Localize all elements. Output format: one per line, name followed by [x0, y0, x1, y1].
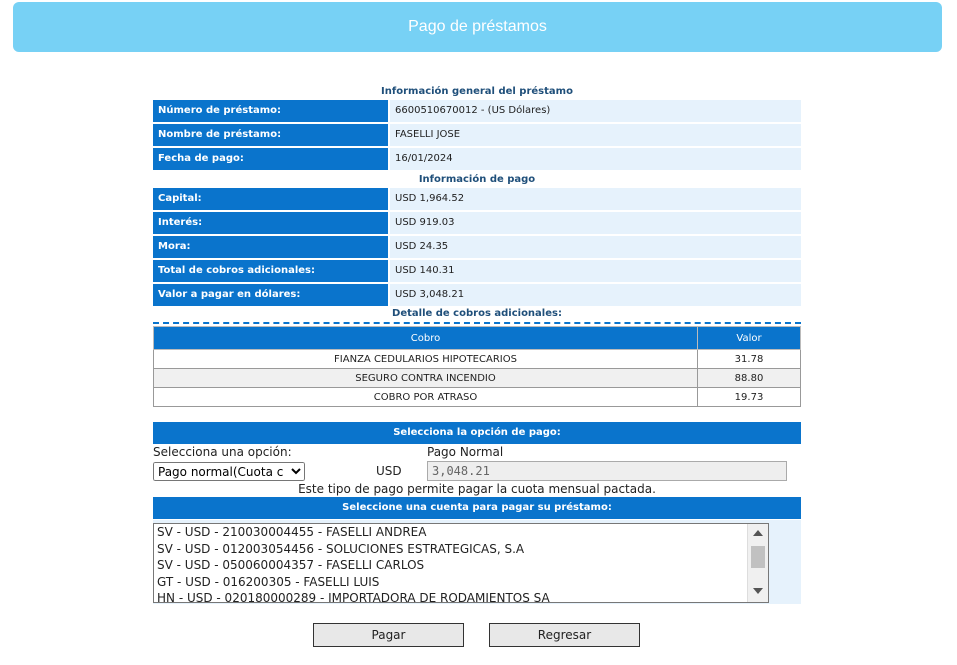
late-fee-row	[153, 236, 801, 258]
payment-option-select[interactable]	[153, 462, 305, 481]
payment-date-label: Fecha de pago:	[153, 148, 388, 170]
loan-name-row	[153, 124, 801, 146]
scroll-down-icon[interactable]	[753, 588, 763, 594]
account-listbox[interactable]	[153, 523, 769, 603]
charge-name: COBRO POR ATRASO	[154, 388, 698, 407]
charge-value: 88.80	[698, 369, 801, 388]
table-row	[154, 369, 801, 388]
table-row	[154, 388, 801, 407]
charges-table	[153, 326, 801, 407]
list-item[interactable]: SV - USD - 012003054456 - SOLUCIONES ESTRATEGICAS, S.A	[157, 541, 525, 556]
charge-name: FIANZA CEDULARIOS HIPOTECARIOS	[154, 350, 698, 369]
dashed-divider	[153, 322, 801, 324]
pay-button[interactable]: Pagar	[313, 623, 464, 647]
list-item[interactable]: SV - USD - 050060004357 - FASELLI CARLOS	[157, 558, 425, 572]
loan-details	[153, 86, 801, 407]
capital-value: USD 1,964.52	[390, 188, 801, 210]
capital-row	[153, 188, 801, 210]
late-fee-value: USD 24.35	[390, 236, 801, 258]
table-row	[154, 350, 801, 369]
charge-name: SEGURO CONTRA INCENDIO	[154, 369, 698, 388]
list-item[interactable]: HN - USD - 020180000289 - IMPORTADORA DE RODAMIENTOS SA	[157, 591, 550, 603]
payment-info-title: Información de pago	[418, 174, 536, 185]
back-button[interactable]: Regresar	[489, 623, 640, 647]
total-due-row	[153, 284, 801, 306]
loan-number-label: Número de préstamo:	[153, 100, 388, 122]
late-fee-label: Mora:	[153, 236, 388, 258]
loan-info-title: Información general del préstamo	[381, 86, 573, 97]
currency-label: USD	[376, 464, 402, 478]
total-due-label: Valor a pagar en dólares:	[153, 284, 388, 306]
account-select-bar: Seleccione una cuenta para pagar su préstamo:	[153, 497, 801, 519]
capital-label: Capital:	[153, 188, 388, 210]
list-item[interactable]: SV - USD - 210030004455 - FASELLI ANDREA	[157, 525, 427, 539]
loan-number-row	[153, 100, 801, 122]
charges-title: Detalle de cobros adicionales:	[392, 308, 562, 319]
payment-date-value: 16/01/2024	[390, 148, 801, 170]
charges-header-valor: Valor	[698, 327, 801, 350]
loan-name-label: Nombre de préstamo:	[153, 124, 388, 146]
interest-value: USD 919.03	[390, 212, 801, 234]
amount-label: Pago Normal	[427, 445, 504, 459]
charges-header-cobro: Cobro	[154, 327, 698, 350]
charge-value: 19.73	[698, 388, 801, 407]
listbox-scrollbar[interactable]	[747, 524, 768, 602]
amount-field[interactable]	[427, 461, 787, 481]
page-header	[13, 2, 942, 52]
loan-name-value: FASELLI JOSE	[390, 124, 801, 146]
loan-number-value: 6600510670012 - (US Dólares)	[390, 100, 801, 122]
total-due-value: USD 3,048.21	[390, 284, 801, 306]
scroll-up-icon[interactable]	[753, 530, 763, 536]
payment-option-bar: Selecciona la opción de pago:	[153, 422, 801, 444]
account-area	[153, 520, 801, 604]
interest-row	[153, 212, 801, 234]
scrollbar-thumb[interactable]	[751, 546, 765, 568]
select-option-label: Selecciona una opción:	[153, 445, 292, 459]
additional-charges-value: USD 140.31	[390, 260, 801, 282]
payment-date-row	[153, 148, 801, 170]
additional-charges-row	[153, 260, 801, 282]
list-item[interactable]: GT - USD - 016200305 - FASELLI LUIS	[157, 574, 380, 589]
charge-value: 31.78	[698, 350, 801, 369]
additional-charges-label: Total de cobros adicionales:	[153, 260, 388, 282]
payment-option-description: Este tipo de pago permite pagar la cuota mensual pactada.	[298, 482, 656, 496]
page-title: Pago de préstamos	[408, 18, 547, 35]
interest-label: Interés:	[153, 212, 388, 234]
